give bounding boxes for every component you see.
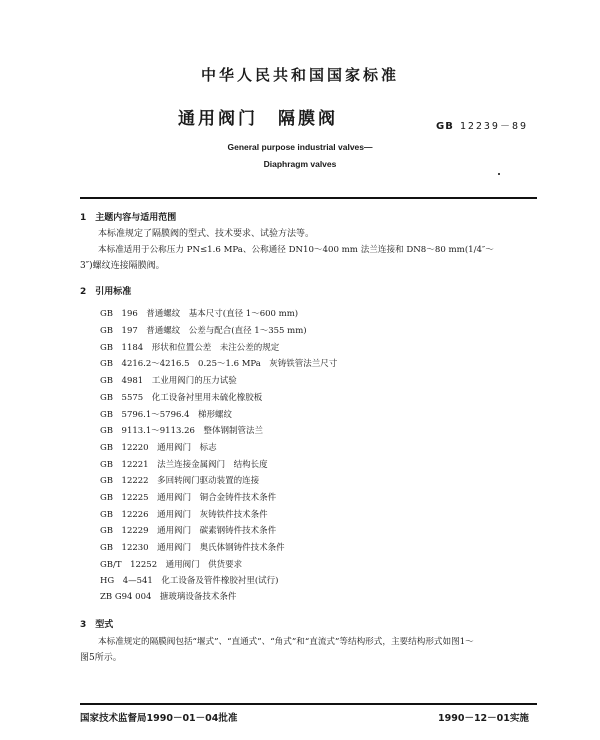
- reference-item: [100, 491, 276, 503]
- reference-item: [100, 574, 279, 586]
- reference-title: 工业用阀门的压力试验: [151, 376, 237, 386]
- reference-title: 多回转阀门驱动装置的连接: [157, 476, 260, 486]
- reference-title: 通用阀门 灰铸铁件技术条件: [157, 510, 268, 520]
- reference-item: [100, 341, 279, 353]
- reference-code: GB 5796.1～5796.4: [100, 410, 190, 420]
- reference-code: GB 12221: [100, 460, 149, 470]
- reference-title: 普通螺纹 公差与配合(直径 1～355 mm): [146, 326, 307, 336]
- document-title-en-line2: Diaphragm valves: [263, 159, 337, 169]
- reference-item: [100, 374, 237, 386]
- reference-item: [100, 357, 337, 369]
- reference-code: GB 12220: [100, 443, 149, 453]
- reference-item: [100, 508, 268, 520]
- reference-title: 通用阀门 铜合金铸件技术条件: [157, 493, 277, 503]
- reference-code: GB 5575: [100, 393, 144, 403]
- reference-code: GB 12229: [100, 526, 149, 536]
- reference-code: GB 12222: [100, 476, 149, 486]
- standard-code: 12239－89: [459, 121, 528, 132]
- reference-title: 0.25～1.6 MPa 灰铸铁管法兰尺寸: [198, 359, 338, 369]
- reference-item: [100, 324, 307, 336]
- reference-code: GB/T 12252: [100, 560, 158, 570]
- speck: [498, 173, 500, 175]
- section-3-paragraph-line1: 本标准规定的隔膜阀包括“堰式”、“直通式”、“角式”和“直流式”等结构形式，主要结构形式如图1～: [98, 637, 474, 647]
- reference-code: GB 4981: [100, 376, 144, 386]
- section-3-heading: 3 型式: [80, 620, 114, 630]
- reference-item: [100, 524, 276, 536]
- reference-title: 梯形螺纹: [198, 410, 233, 420]
- reference-code: GB 4216.2～4216.5: [100, 359, 190, 369]
- reference-item: [100, 424, 263, 436]
- section-2-heading: 2 引用标准: [80, 287, 132, 297]
- reference-title: 化工设备衬里用未硫化橡胶板: [151, 393, 263, 403]
- reference-title: 通用阀门 标志: [157, 443, 217, 453]
- document-title-cn: 通用阀门 隔膜阀: [178, 109, 338, 129]
- reference-item: [100, 590, 236, 602]
- reference-title: 通用阀门 奥氏体钢铸件技术条件: [157, 543, 285, 553]
- reference-code: GB 12225: [100, 493, 149, 503]
- reference-title: 普通螺纹 基本尺寸(直径 1～600 mm): [146, 309, 299, 319]
- reference-code: GB 197: [100, 326, 138, 336]
- reference-code: HG 4—541: [100, 576, 153, 586]
- header-divider: [80, 197, 537, 199]
- reference-code: GB 1184: [100, 343, 144, 353]
- national-standard-heading: 中华人民共和国国家标准: [200, 66, 399, 84]
- reference-item: [100, 558, 242, 570]
- reference-item: [100, 441, 217, 453]
- reference-code: GB 12226: [100, 510, 149, 520]
- reference-code: GB 9113.1～9113.26: [100, 426, 195, 436]
- reference-code: GB 196: [100, 309, 138, 319]
- section-1-heading: 1 主题内容与适用范围: [80, 213, 177, 223]
- reference-title: 形状和位置公差 未注公差的规定: [151, 343, 280, 353]
- reference-code: GB 12230: [100, 543, 149, 553]
- reference-item: [100, 474, 259, 486]
- reference-title: 搪玻璃设备技术条件: [159, 592, 237, 602]
- standard-prefix: GB: [436, 121, 454, 132]
- reference-item: [100, 458, 268, 470]
- reference-item: [100, 307, 298, 319]
- approval-date: 国家技术监督局1990－01－04批准: [80, 713, 238, 724]
- reference-title: 通用阀门 供货要求: [165, 560, 243, 570]
- footer-divider: [80, 703, 537, 705]
- section-1-paragraph-2-line1: 本标准适用于公称压力 PN≤1.6 MPa、公称通径 DN10～400 mm 法兰连接和 DN8～80 mm(1/4″～: [98, 245, 494, 255]
- section-1-paragraph-2-line2: 3″)螺纹连接隔膜阀。: [80, 261, 165, 271]
- reference-item: [100, 541, 285, 553]
- reference-item: [100, 391, 262, 403]
- reference-code: ZB G94 004: [100, 592, 152, 602]
- document-title-en-line1: General purpose industrial valves—: [227, 142, 373, 152]
- reference-title: 通用阀门 碳素钢铸件技术条件: [157, 526, 277, 536]
- reference-item: [100, 408, 232, 420]
- reference-title: 化工设备及管件橡胶衬里(试行): [161, 576, 279, 586]
- reference-title: 整体钢制管法兰: [203, 426, 263, 436]
- section-3-paragraph-line2: 图5所示。: [80, 653, 122, 663]
- effective-date: 1990－12－01实施: [438, 713, 529, 724]
- reference-title: 法兰连接金属阀门 结构长度: [157, 460, 268, 470]
- standard-number: [436, 117, 528, 132]
- section-1-paragraph-1: 本标准规定了隔膜阀的型式、技术要求、试验方法等。: [98, 229, 315, 239]
